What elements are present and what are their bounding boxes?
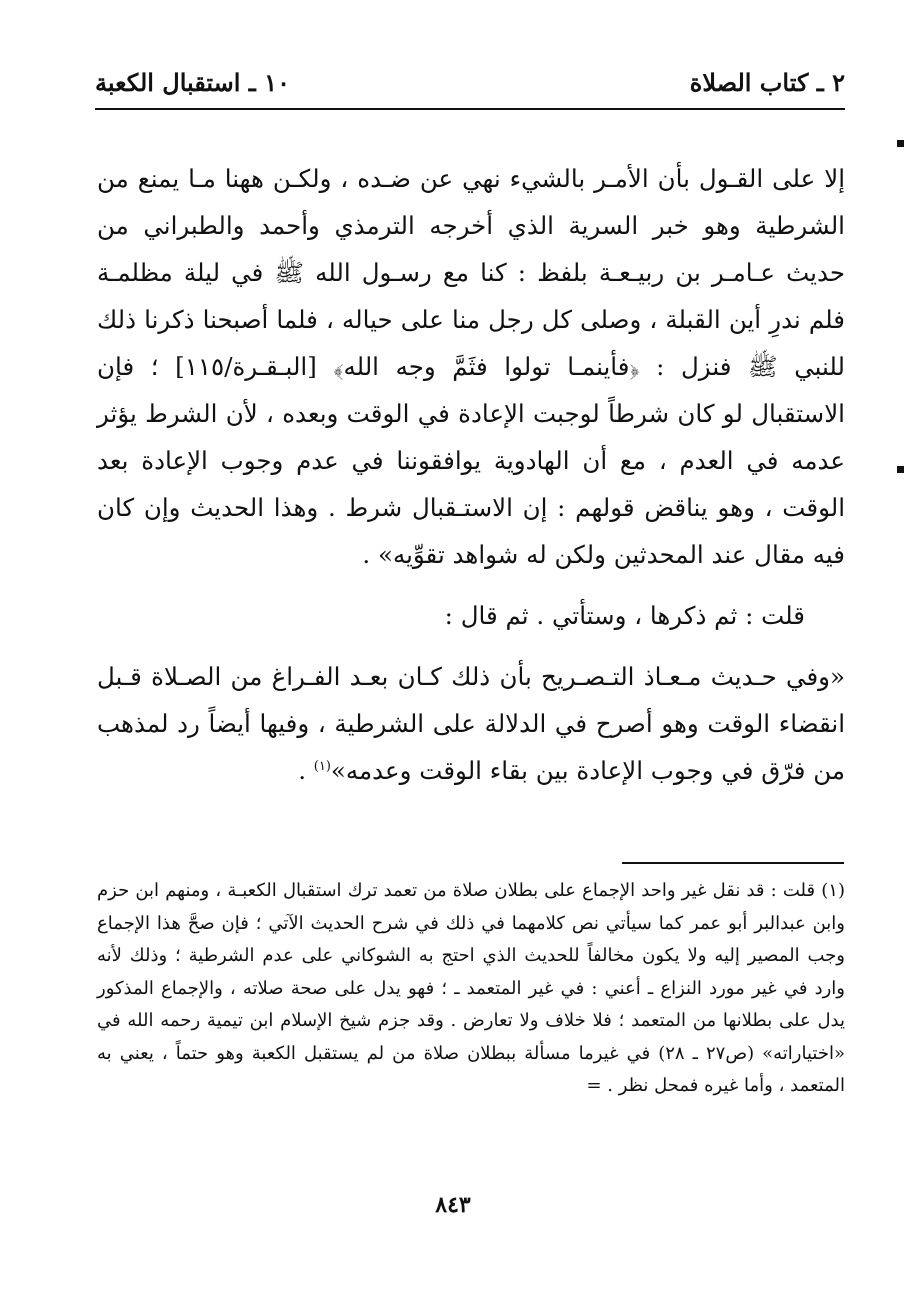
paragraph-2: قلت : ثم ذكرها ، وستأتي . ثم قال : [444,601,805,630]
running-header [95,62,845,102]
header-rule [95,108,845,110]
margin-mark [897,466,904,473]
footnote [97,875,845,1103]
main-text [97,155,845,794]
page-number: ٨٤٣ [435,1192,471,1218]
footnote-rule [622,862,844,864]
paragraph-3-end: . [298,756,314,785]
footnote-text: (١) قلت : قد نقل غير واحد الإجماع على بطلان صلاة من تعمد ترك استقبال الكعبـة ، ومنهم ابن حزم وابن عبدالبر أبو عمر كما سيأتي نص كلامهما في ذلك في شرح الحديث الآتي ؛ فإن صحَّ هذا الإجماع وجب المصير إليه ولا يكون مخالفاً للحديث الذي احتج به الشوكاني على عدم الشرطية ؛ وذلك لأنه وارد في غير مورد النزاع ـ أعني : في غير المتعمد ـ ؛ فهو يدل على صحة صلاته ، والإجماع المذكور يدل على بطلانها من المتعمد ؛ فلا خلاف ولا تعارض . وقد جزم شيخ الإسلام ابن تيمية رحمه الله في «اختياراته» (ص٢٧ ـ ٢٨) في غيرما مسألة ببطلان صلاة من لم يستقبل الكعبة وهو حتماً ، يعني به المتعمد ، وأما غيره فمحل نظر . = [97,880,845,1096]
margin-mark [897,140,904,147]
paragraph-1: إلا على القـول بأن الأمـر بالشيء نهي عن ضـده ، ولكـن ههنا مـا يمنع من الشرطية وهو خبر السرية الذي أخرجه الترمذي وأحمد والطبراني من حديث عـامـر بن ربيـعـة بلفظ : كنا مع رسـول الله ﷺ في ليلة مظلمـة فلم ندرِ أين القبلة ، وصلى كل رجل منا على حياله ، فلما أصبحنا ذكرنا ذلك للنبي ﷺ فنزل : ﴿فأينمـا تولوا فثَمَّ وجه الله﴾ [البـقـرة/١١٥] ؛ فإن الاستقبال لو كان شرطاً لوجبت الإعادة في الوقت وبعده ، لأن الشرط يؤثر عدمه في العدم ، مع أن الهادوية يوافقوننا في عدم وجوب الإعادة بعد الوقت ، وهو يناقض قولهم : إن الاستـقبال شرط . وهذا الحديث وإن كان فيه مقال عند المحدثين ولكن له شواهد تقوِّيه» . [97,164,846,569]
paragraph-3 [97,653,845,794]
paragraph-3-text: «وفي حـديث مـعـاذ التـصـريح بأن ذلك كـان بعـد الفـراغ من الصـلاة قـبل انقضاء الوقت وهو أصرح في الدلالة على الشرطية ، وفيها أيضاً رد لمذهب من فرّق في وجوب الإعادة بين بقاء الوقت وعدمه» [97,662,845,785]
chapter-title: ٢ ـ كتاب الصلاة [689,67,845,97]
section-title: ١٠ ـ استقبال الكعبة [95,67,290,97]
footnote-ref: (١) [313,758,331,774]
